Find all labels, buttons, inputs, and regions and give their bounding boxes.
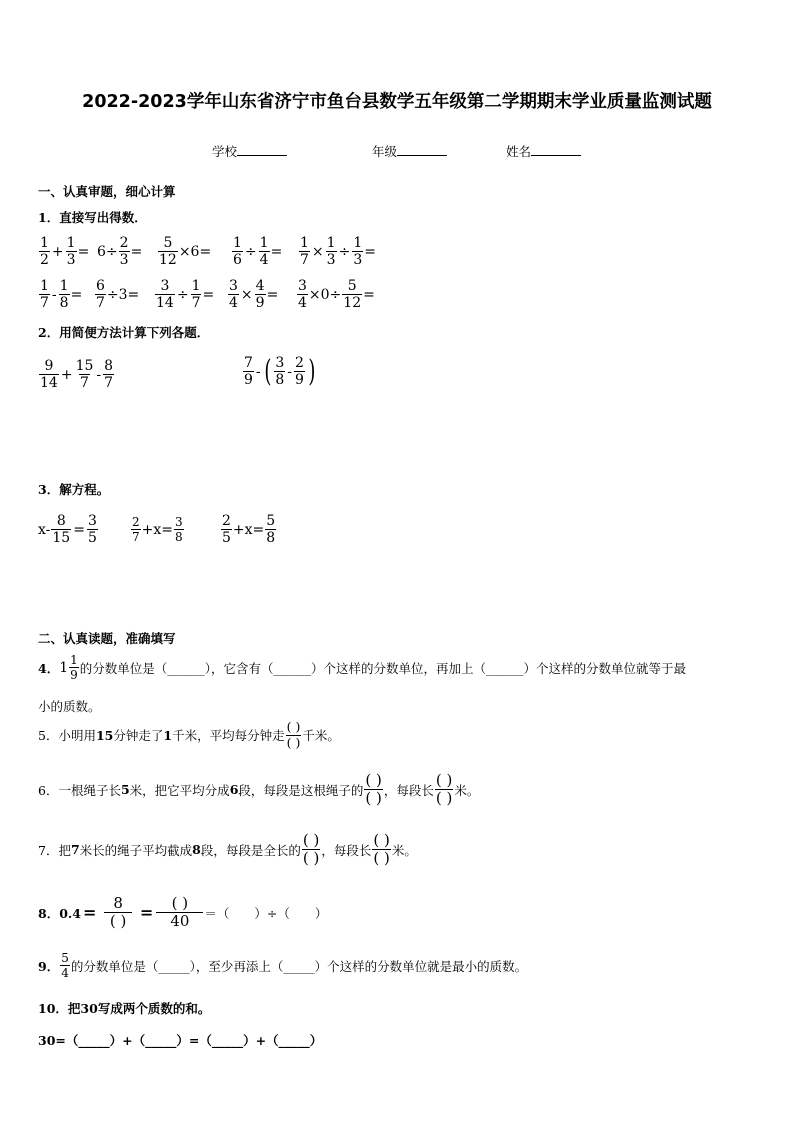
q9-line: 9． $\frac{5}{4}$ 的分数单位是（_____），至少再添上（_____）个这样的分数单位就是最小的质数。: [38, 951, 528, 980]
grade-label: 年级: [372, 144, 398, 159]
q4-line-1: 4． 1 $\frac{1}{9}$ 的分数单位是（______），它含有（______）个这样的分数单位，再加上（______）个这样的分数单位就等于最: [38, 653, 687, 682]
q2-label: 2．用简便方法计算下列各题．: [38, 325, 210, 340]
q1-r1-e3: $\frac{5}{12}$ ×6=: [159, 235, 212, 268]
q8-fraction-1[interactable]: $\frac{8}{( )}$: [99, 896, 137, 929]
q1-r2-e5: $\frac{3}{4}$ ×0÷ $\frac{5}{12}$ =: [298, 278, 375, 311]
section-2-title: 二、认真读题，准确填写: [38, 631, 176, 646]
q3-eq-2: $\frac{2}{7}$ +x= $\frac{3}{8}$: [132, 515, 183, 544]
q8-fraction-2[interactable]: $\frac{( )}{40}$: [156, 896, 203, 929]
q1-r1-e5: $\frac{1}{7}$ × $\frac{1}{3}$ ÷ $\frac{1}{3}$ =: [300, 235, 376, 268]
q1-r1-e2: 6÷ $\frac{2}{3}$ =: [97, 235, 143, 268]
q7-line: 7．把 7 米长的绳子平均截成 8 段，每段是全长的 $\frac{( )}{( )}$ ，每段长 $\frac{( )}{( )}$ 米。: [38, 831, 417, 867]
q10-label: 10．把30写成两个质数的和。: [38, 1001, 211, 1016]
q1-label: 1．直接写出得数．: [38, 210, 147, 225]
q2-expr-1: $\frac{9}{14}$ + $\frac{15}{7}$ - $\frac{8}{7}$: [40, 358, 114, 391]
grade-blank[interactable]: [397, 143, 447, 156]
q6-answer-fraction-1[interactable]: $\frac{( )}{( )}$: [365, 771, 382, 807]
q1-r2-e3: $\frac{3}{14}$ ÷ $\frac{1}{7}$ =: [156, 278, 215, 311]
school-label: 学校: [212, 144, 238, 159]
grade-field[interactable]: [372, 142, 447, 160]
q10-answer-line[interactable]: 30=（_____）+（_____）=（_____）+（_____）: [38, 1033, 323, 1048]
q5-answer-fraction[interactable]: $\frac{( )}{( )}$: [286, 719, 301, 750]
school-blank[interactable]: [237, 143, 287, 156]
q6-line: 6．一根绳子长 5 米，把它平均分成 6 段，每段是这根绳子的 $\frac{( )}{( )}$ ，每段长 $\frac{( )}{( )}$ 米。: [38, 771, 480, 807]
q8-line: 8．0.4 = $\frac{8}{( )}$ = $\frac{( )}{40}$ ＝（ ）÷（ ）: [38, 894, 328, 930]
q1-r2-e2: $\frac{6}{7}$ ÷3=: [96, 278, 140, 311]
q7-answer-fraction-1[interactable]: $\frac{( )}{( )}$: [302, 831, 320, 867]
name-field[interactable]: [506, 142, 581, 160]
name-blank[interactable]: [531, 143, 581, 156]
q4-line-2: 小的质数。: [38, 699, 101, 714]
page-title: 2022-2023学年山东省济宁市鱼台县数学五年级第二学期期末学业质量监测试题: [82, 92, 712, 112]
q1-r1-e4: $\frac{1}{6}$ ÷ $\frac{1}{4}$ =: [233, 235, 283, 268]
q3-eq-1: x- $\frac{8}{15}$ = $\frac{3}{5}$: [38, 513, 97, 546]
q2-expr-2: $\frac{7}{9}$ - ( $\frac{3}{8}$ - $\frac{2}{9}$ ): [244, 353, 316, 389]
q6-answer-fraction-2[interactable]: $\frac{( )}{( )}$: [435, 771, 453, 807]
q1-r2-e1: $\frac{1}{7}$ - $\frac{1}{8}$ =: [40, 278, 83, 311]
q5-line: 5．小明用 15 分钟走了 1 千米，平均每分钟走 $\frac{( )}{( )}$ 千米。: [38, 719, 340, 750]
q1-r2-e4: $\frac{3}{4}$ × $\frac{4}{9}$ =: [229, 278, 279, 311]
school-field[interactable]: [212, 142, 287, 160]
q3-eq-3: $\frac{2}{5}$ +x= $\frac{5}{8}$: [222, 513, 276, 546]
q3-label: 3．解方程。: [38, 482, 110, 497]
q1-r1-e1: $\frac{1}{2}$ + $\frac{1}{3}$ =: [40, 235, 90, 268]
q7-answer-fraction-2[interactable]: $\frac{( )}{( )}$: [373, 831, 390, 867]
name-label: 姓名: [506, 144, 532, 159]
section-1-title: 一、认真审题，细心计算: [38, 184, 176, 199]
